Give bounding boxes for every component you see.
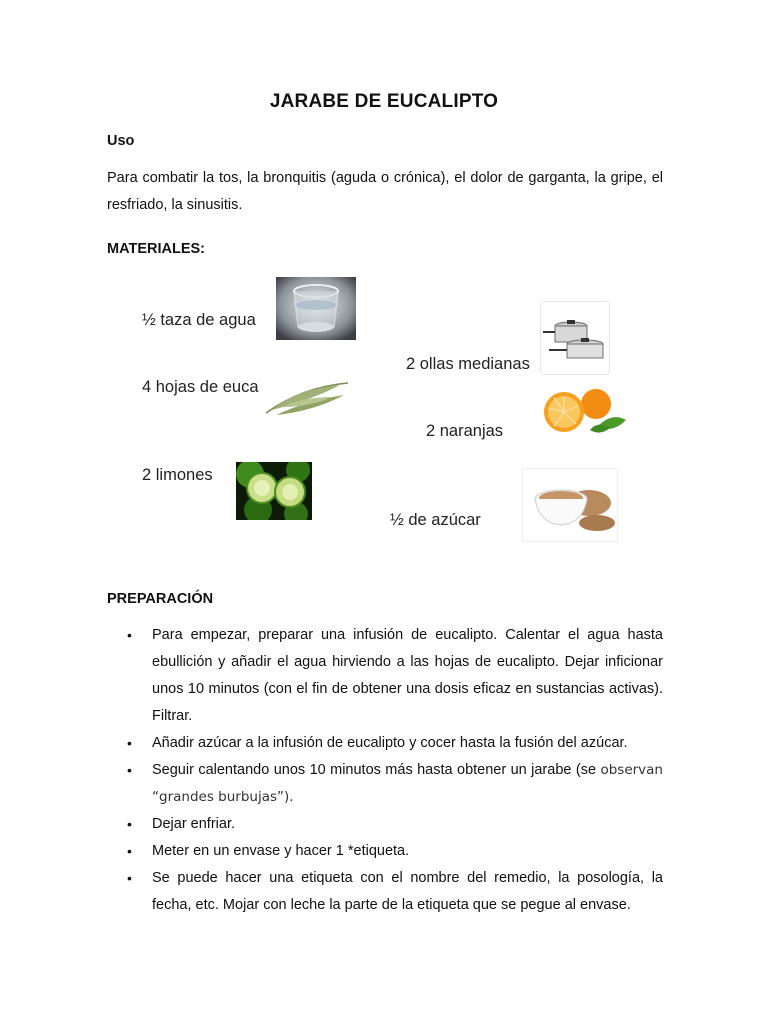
eucalyptus-leaves-icon xyxy=(262,377,352,421)
uso-text: Para combatir la tos, la bronquitis (aguda o crónica), el dolor de garganta, la gripe, el resfriado, la sinusitis. xyxy=(107,170,663,213)
material-eucalipto-label: 4 hojas de euca xyxy=(142,378,259,396)
list-item xyxy=(107,811,663,838)
step-text: Seguir calentando unos 10 minutos más hasta obtener un jarabe (se xyxy=(152,762,597,778)
step-text: Para empezar, preparar una infusión de eucalipto. Calentar el agua hasta ebullición y añadir el agua hirviendo a las hojas de eucalipto. Dejar inficionar unos 10 minutos (con el fin de obtener una dosis eficaz en sustancias activas). Filtrar. xyxy=(152,627,663,724)
material-agua-label: ½ taza de agua xyxy=(142,311,256,329)
material-naranjas-label: 2 naranjas xyxy=(426,422,504,440)
material-limones-label: 2 limones xyxy=(142,466,213,484)
materiales-heading: MATERIALES: xyxy=(107,241,206,257)
step-text-continuation: observan “grandes burbujas”). xyxy=(152,762,663,805)
step-text: Meter en un envase y hacer 1 *etiqueta. xyxy=(152,843,410,859)
limes-icon xyxy=(236,462,312,520)
glass-of-water-icon xyxy=(276,277,356,340)
preparacion-heading: PREPARACIÓN xyxy=(107,591,214,607)
bullet-icon: • xyxy=(127,870,132,886)
document-title: JARABE DE EUCALIPTO xyxy=(269,91,499,112)
list-item xyxy=(107,865,663,919)
step-text: Se puede hacer una etiqueta con el nombre del remedio, la posología, la fecha, etc. Mojar con leche la parte de la etiqueta que se pegue al envase. xyxy=(152,870,663,913)
list-item xyxy=(107,730,663,757)
step-text: Dejar enfriar. xyxy=(152,816,236,832)
pots-icon xyxy=(540,301,610,375)
uso-heading: Uso xyxy=(107,133,135,149)
step-text: Añadir azúcar a la infusión de eucalipto y cocer hasta la fusión del azúcar. xyxy=(152,735,628,751)
list-item xyxy=(107,622,663,730)
bullet-icon: • xyxy=(127,816,132,832)
bullet-icon: • xyxy=(127,762,132,778)
list-item xyxy=(107,838,663,865)
preparacion-steps-list xyxy=(107,622,663,919)
oranges-icon xyxy=(540,384,628,438)
list-item xyxy=(107,757,663,811)
material-azucar-label: ½ de azúcar xyxy=(390,511,481,529)
sugar-bowl-icon xyxy=(522,468,618,542)
bullet-icon: • xyxy=(127,627,132,643)
bullet-icon: • xyxy=(127,735,132,751)
material-ollas-label: 2 ollas medianas xyxy=(406,355,530,373)
bullet-icon: • xyxy=(127,843,132,859)
